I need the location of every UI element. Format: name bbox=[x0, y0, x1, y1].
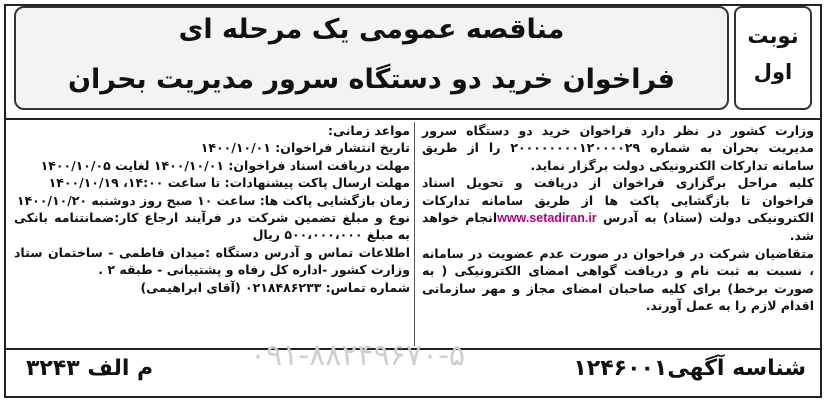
round-label: نوبت bbox=[747, 24, 799, 48]
right-column bbox=[422, 122, 814, 314]
submit-deadline: مهلت ارسال پاکت پیشنهادات: تا ساعت ۱۴:۰۰، ۱۴۰۰/۱۰/۱۹ bbox=[48, 175, 410, 191]
ad-id: شناسه آگهی۱۲۴۶۰۰۱ bbox=[573, 356, 806, 381]
process-tail: انجام خواهد شد. bbox=[422, 210, 814, 244]
ad-title: مناقصه عمومی یک مرحله ای bbox=[178, 14, 565, 45]
watermark-phone: ۰۹۱-۸۸۲۴۹۶۷۰-۵ bbox=[250, 338, 466, 373]
ad-footer bbox=[10, 350, 816, 394]
publish-date: تاریخ انتشار فراخوان: ۱۴۰۰/۱۰/۰۱ bbox=[200, 140, 410, 156]
round-value: اول bbox=[753, 60, 793, 84]
intro-paragraph: وزارت کشور در نظر دارد فراخوان خرید دو دستگاه سرور مدیریت بحران به شماره ۲۰۰۰۰۰۰۰۰۱۲۰۰۰۰۲۹ را از طریق سامانه تدارکات الکترونیکی دولت برگزار نماید. bbox=[422, 123, 814, 173]
process-text: کلیه مراحل برگزاری فراخوان از دریافت و تحویل اسناد فراخوان تا بازگشایی پاکت ها از طریق سامانه تدارکات الکترونیکی دولت (ستاد) به آدرس bbox=[422, 175, 814, 226]
ad-code: م الف ۳۲۴۳ bbox=[26, 356, 154, 381]
docs-deadline: مهلت دریافت اسناد فراخوان: ۱۴۰۰/۱۰/۰۱ لغایت ۱۴۰۰/۱۰/۰۵ bbox=[40, 157, 410, 173]
contact-address: اطلاعات تماس و آدرس دستگاه :میدان فاطمی - ساختمان ستاد وزارت کشور -اداره کل رفاه و پشتیبانی - طبقه ۲ . bbox=[14, 244, 410, 278]
registration-paragraph: متقاضیان شرکت در فراخوان در صورت عدم عضویت در سامانه ، نسبت به ثبت نام و دریافت گواهی امضای الکترونیکی ( به صورت برخط) برای کلیه صاحبان امضای مجاز و مهر سازمانی اقدام لازم را به عمل آورند. bbox=[422, 245, 814, 314]
schedule-label: مواعد زمانی: bbox=[328, 123, 410, 138]
guarantee-info: نوع و مبلغ تضمین شرکت در فرآیند ارجاع کار:ضمانتنامه بانکی به مبلغ ۵۰۰،۰۰۰،۰۰۰ ریال bbox=[14, 210, 410, 243]
header-divider bbox=[6, 118, 822, 120]
opening-time: زمان بازگشایی پاکت ها: ساعت ۱۰ صبح روز دوشنبه ۱۴۰۰/۱۰/۲۰ bbox=[16, 192, 410, 208]
process-paragraph bbox=[422, 174, 814, 245]
contact-phone: شماره تماس: ۰۲۱۸۴۸۶۲۳۳ (آقای ابراهیمی) bbox=[140, 279, 410, 295]
left-column bbox=[14, 122, 410, 296]
title-box bbox=[14, 6, 729, 110]
ad-subtitle: فراخوان خرید دو دستگاه سرور مدیریت بحران bbox=[68, 64, 675, 95]
column-divider bbox=[414, 122, 415, 346]
ad-header bbox=[10, 6, 816, 114]
setad-link[interactable]: www.setadiran.ir bbox=[497, 211, 597, 226]
round-box bbox=[734, 6, 812, 110]
